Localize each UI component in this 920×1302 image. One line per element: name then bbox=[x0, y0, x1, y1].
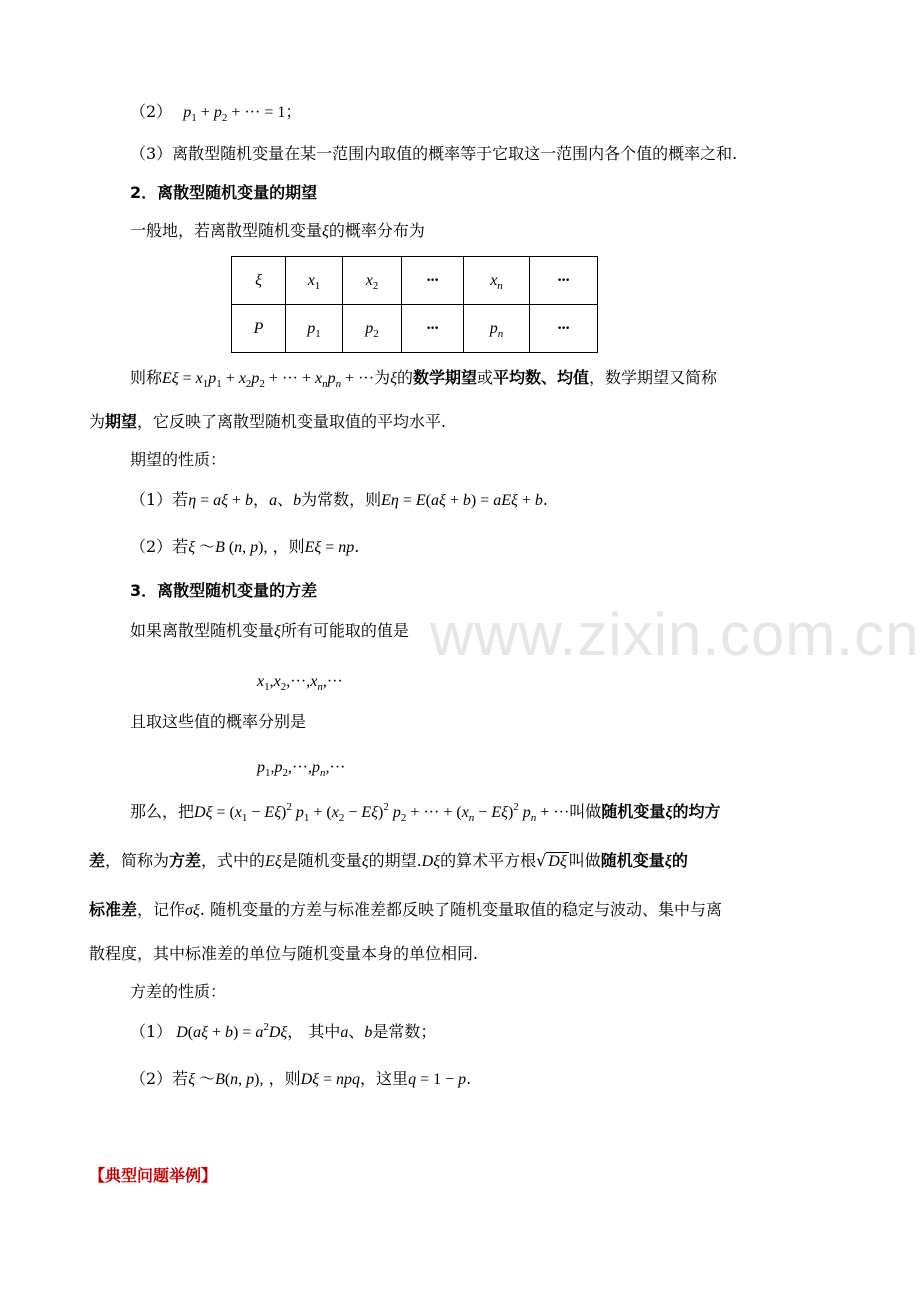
probability-intro: 且取这些值的概率分别是 bbox=[130, 712, 307, 731]
table-cell: $x_n$ bbox=[464, 257, 530, 305]
variance-intro: 如果离散型随机变量ξ所有可能取的值是 bbox=[130, 621, 409, 640]
expectation-prop-2: （2）若ξ ～B (n, p), ，则Eξ = np. bbox=[130, 537, 360, 556]
distribution-table bbox=[231, 256, 598, 353]
variance-definition-line3: 标准差，记作σξ. 随机变量的方差与标准差都反映了随机变量取值的稳定与波动、集中与离 bbox=[89, 900, 722, 919]
expectation-props-title: 期望的性质： bbox=[130, 450, 227, 469]
table-row bbox=[232, 257, 598, 305]
value-list: $x_1,x_2,\cdot\cdot\cdot,x_n,\cdot\cdot\cdot$ bbox=[257, 673, 343, 693]
table-cell: ··· bbox=[402, 257, 464, 305]
variance-props-title: 方差的性质： bbox=[130, 982, 227, 1001]
expectation-intro: 一般地，若离散型随机变量ξ的概率分布为 bbox=[130, 221, 425, 240]
table-cell: ··· bbox=[402, 305, 464, 353]
table-cell: $p_2$ bbox=[343, 305, 402, 353]
section-3-heading: 3．离散型随机变量的方差 bbox=[130, 581, 318, 600]
variance-definition-line4: 散程度，其中标准差的单位与随机变量本身的单位相同. bbox=[89, 944, 479, 963]
property-2: （2） $p_1 + p_2$ + ··· = 1； bbox=[130, 102, 302, 124]
variance-definition: 那么，把$D\xi = (x_1 - E\xi)^2$ $p_1 + (x_2 - E\xi)^2$ $p_2$ + ··· + $(x_n - E\xi)^2$ $p_n$ + ···叫做随机变量ξ的均方 bbox=[130, 801, 721, 824]
variance-definition-line2: 差，简称为方差，式中的Eξ是随机变量ξ的期望.Dξ的算术平方根√ Dξ 叫做随机变量ξ的 bbox=[89, 851, 688, 870]
expectation-definition: 则称$E\xi = x_1p_1 + x_2p_2$ + ··· + $x_np_n$ + ···为ξ的数学期望或平均数、均值，数学期望又简称 bbox=[130, 368, 718, 390]
example-heading: 【典型问题举例】 bbox=[89, 1166, 218, 1185]
table-cell: $x_1$ bbox=[286, 257, 343, 305]
table-row bbox=[232, 305, 598, 353]
property-3: （3）离散型随机变量在某一范围内取值的概率等于它取这一范围内各个值的概率之和. bbox=[130, 144, 738, 163]
probability-list: $p_1,p_2,\cdot\cdot\cdot,p_n,\cdot\cdot\cdot$ bbox=[257, 759, 346, 779]
table-cell: $p_n$ bbox=[464, 305, 530, 353]
table-cell: $x_2$ bbox=[343, 257, 402, 305]
table-cell: ··· bbox=[530, 305, 598, 353]
variance-prop-1: （1） $D(a\xi + b) = a^2D\xi$， 其中a、b是常数； bbox=[130, 1021, 437, 1041]
table-cell: ··· bbox=[530, 257, 598, 305]
expectation-prop-1: （1）若η = aξ + b，a、b为常数，则Eη = E(aξ + b) = aEξ + b. bbox=[130, 490, 548, 509]
section-2-heading: 2．离散型随机变量的期望 bbox=[130, 183, 318, 202]
table-cell: $p_1$ bbox=[286, 305, 343, 353]
watermark: www.zixin.com.cn bbox=[430, 601, 920, 668]
variance-prop-2: （2）若ξ ～B(n, p), ，则Dξ = npq，这里q = 1 − p. bbox=[130, 1069, 472, 1088]
expectation-definition-line2: 为期望，它反映了离散型随机变量取值的平均水平. bbox=[89, 412, 447, 431]
table-cell: ξ bbox=[232, 257, 286, 305]
table-cell: P bbox=[232, 305, 286, 353]
